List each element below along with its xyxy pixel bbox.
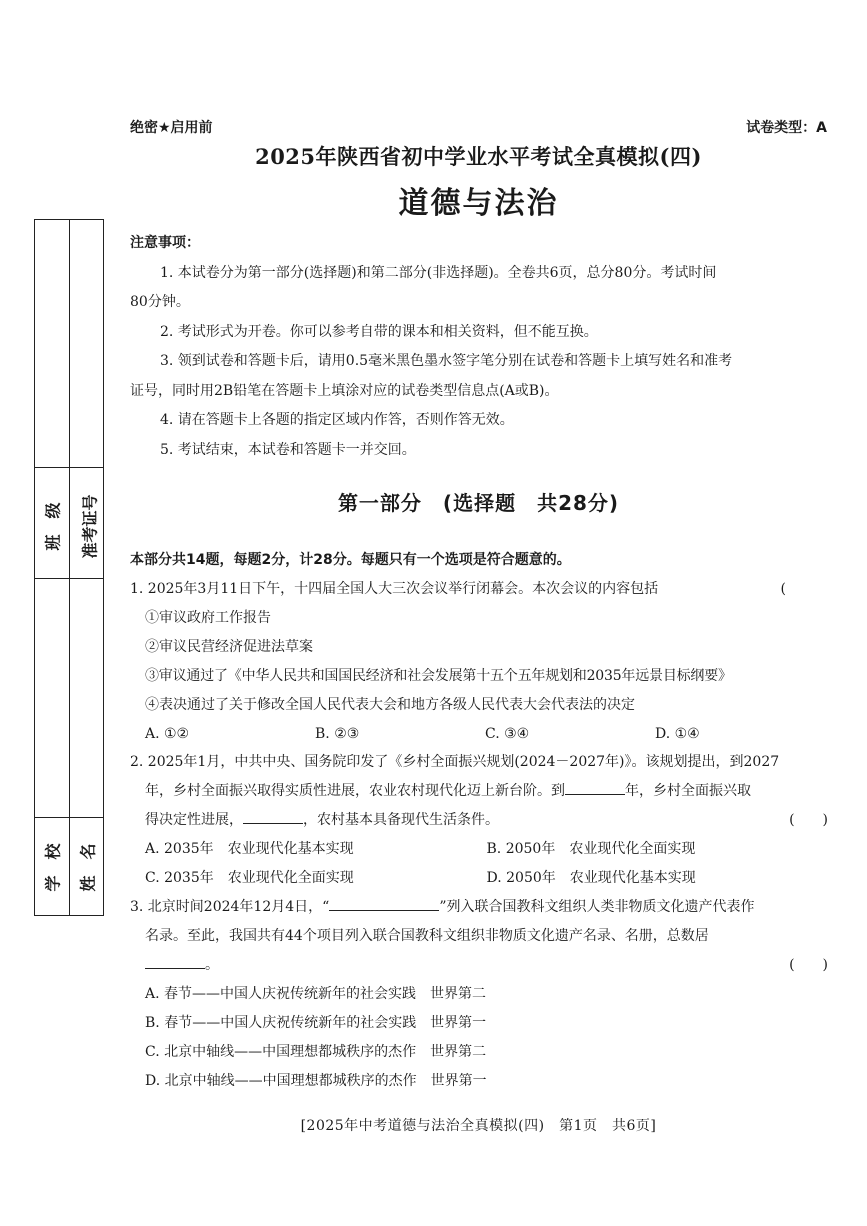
option-c[interactable]: C. 北京中轴线——中国理想都城秩序的杰作 世界第二: [145, 1044, 487, 1060]
statement-4: ④表决通过了关于修改全国人民代表大会和地方各级人民代表大会代表法的决定: [145, 697, 635, 713]
fill-blank[interactable]: [243, 806, 303, 824]
notice-item: 1. 本试卷分为第一部分(选择题)和第二部分(非选择题)。全卷共6页，总分80分。考试时间: [160, 264, 717, 281]
statement-1: ①审议政府工作报告: [145, 610, 271, 626]
paper-type: 试卷类型：A: [746, 120, 827, 136]
notice-item-continued: 证号，同时用2B铅笔在答题卡上填涂对应的试卷类型信息点(A或B)。: [130, 382, 559, 399]
answer-parenthesis: ( ): [789, 957, 828, 973]
option-b[interactable]: B. ②③: [315, 726, 360, 742]
question-stem: 1. 2025年3月11日下午，十四届全国人大三次会议举行闭幕会。本次会议的内容包括: [130, 581, 659, 597]
option-b[interactable]: B. 2050年 农业现代化全面实现: [486, 841, 696, 857]
notice-heading: 注意事项：: [130, 235, 200, 251]
options: [130, 720, 828, 749]
binding-box-divider-2: [35, 578, 103, 579]
binding-box-divider-1: [35, 467, 103, 468]
question-2: [130, 748, 828, 893]
fill-blank[interactable]: [565, 777, 625, 795]
notice-item-continued: 80分钟。: [130, 294, 190, 310]
question-stem-text: 。: [205, 957, 219, 973]
question-stem-text: ，农村基本具备现代生活条件。: [303, 812, 499, 828]
question-3: [130, 893, 828, 1096]
binding-info-box: [34, 219, 104, 916]
notice-item: 3. 领到试卷和答题卡后，请用0.5毫米黑色墨水签字笔分别在试卷和答题卡上填写姓名和准考: [160, 353, 733, 369]
page-footer: [2025年中考道德与法治全真模拟(四) 第1页 共6页]: [300, 1118, 657, 1134]
option-c[interactable]: C. 2035年 农业现代化全面实现: [145, 870, 354, 886]
school-label: 学 校: [43, 843, 63, 892]
notice-item: 2. 考试形式为开卷。你可以参考自带的课本和相关资料，但不能互换。: [160, 323, 598, 340]
answer-parenthesis: ( ): [789, 812, 828, 828]
answer-parenthesis: (: [780, 581, 786, 597]
question-stem-text: 年，乡村全面振兴取: [625, 783, 751, 799]
statement-2: ②审议民营经济促进法草案: [145, 639, 313, 655]
exam-title: 2025年陕西省初中学业水平考试全真模拟(四): [255, 144, 702, 169]
binding-box-column-divider: [69, 220, 70, 915]
option-d[interactable]: D. ①④: [655, 726, 700, 742]
option-d[interactable]: D. 2050年 农业现代化基本实现: [486, 870, 696, 886]
part-intro: 本部分共14题，每题2分，计28分。每题只有一个选项是符合题意的。: [130, 552, 571, 568]
option-a[interactable]: A. 春节——中国人庆祝传统新年的社会实践 世界第二: [145, 986, 487, 1002]
class-label: 班 级: [43, 502, 63, 551]
question-stem: 名录。至此，我国共有44个项目列入联合国教科文组织非物质文化遗产名录、名册，总数居: [145, 928, 709, 944]
statement-3: ③审议通过了《中华人民共和国国民经济和社会发展第十五个五年规划和2035年远景目标纲要》: [145, 668, 732, 684]
option-a[interactable]: A. 2035年 农业现代化基本实现: [145, 841, 354, 857]
option-a[interactable]: A. ①②: [145, 726, 190, 742]
subject-title: 道德与法治: [398, 186, 559, 221]
exam-number-label: 准考证号: [80, 494, 100, 559]
question-1: [130, 575, 828, 749]
name-label: 姓 名: [78, 843, 98, 892]
notice-section: [130, 229, 830, 465]
options-row-1: [130, 835, 828, 864]
option-b[interactable]: B. 春节——中国人庆祝传统新年的社会实践 世界第一: [145, 1015, 487, 1031]
fill-blank[interactable]: [329, 893, 439, 911]
notice-item: 4. 请在答题卡上各题的指定区域内作答，否则作答无效。: [160, 412, 514, 428]
question-stem: 2. 2025年1月，中共中央、国务院印发了《乡村全面振兴规划(2024－2027年)》。该规划提出，到2027: [130, 754, 780, 770]
fill-blank[interactable]: [145, 951, 205, 969]
notice-item: 5. 考试结束，本试卷和答题卡一并交回。: [160, 441, 416, 458]
options-row-2: [130, 864, 828, 893]
part-one-title: 第一部分 (选择题 共28分): [337, 491, 620, 515]
question-stem-text: 得决定性进展，: [145, 812, 243, 828]
option-d[interactable]: D. 北京中轴线——中国理想都城秩序的杰作 世界第一: [145, 1073, 487, 1089]
confidential-mark: 绝密★启用前: [130, 120, 213, 136]
question-stem-text: ”列入联合国教科文组织人类非物质文化遗产代表作: [439, 899, 755, 915]
option-c[interactable]: C. ③④: [485, 726, 530, 742]
binding-box-divider-3: [35, 817, 103, 818]
question-stem-text: 年，乡村全面振兴取得实质性进展，农业农村现代化迈上新台阶。到: [145, 783, 565, 799]
question-stem-text: 3. 北京时间2024年12月4日，“: [130, 899, 330, 915]
